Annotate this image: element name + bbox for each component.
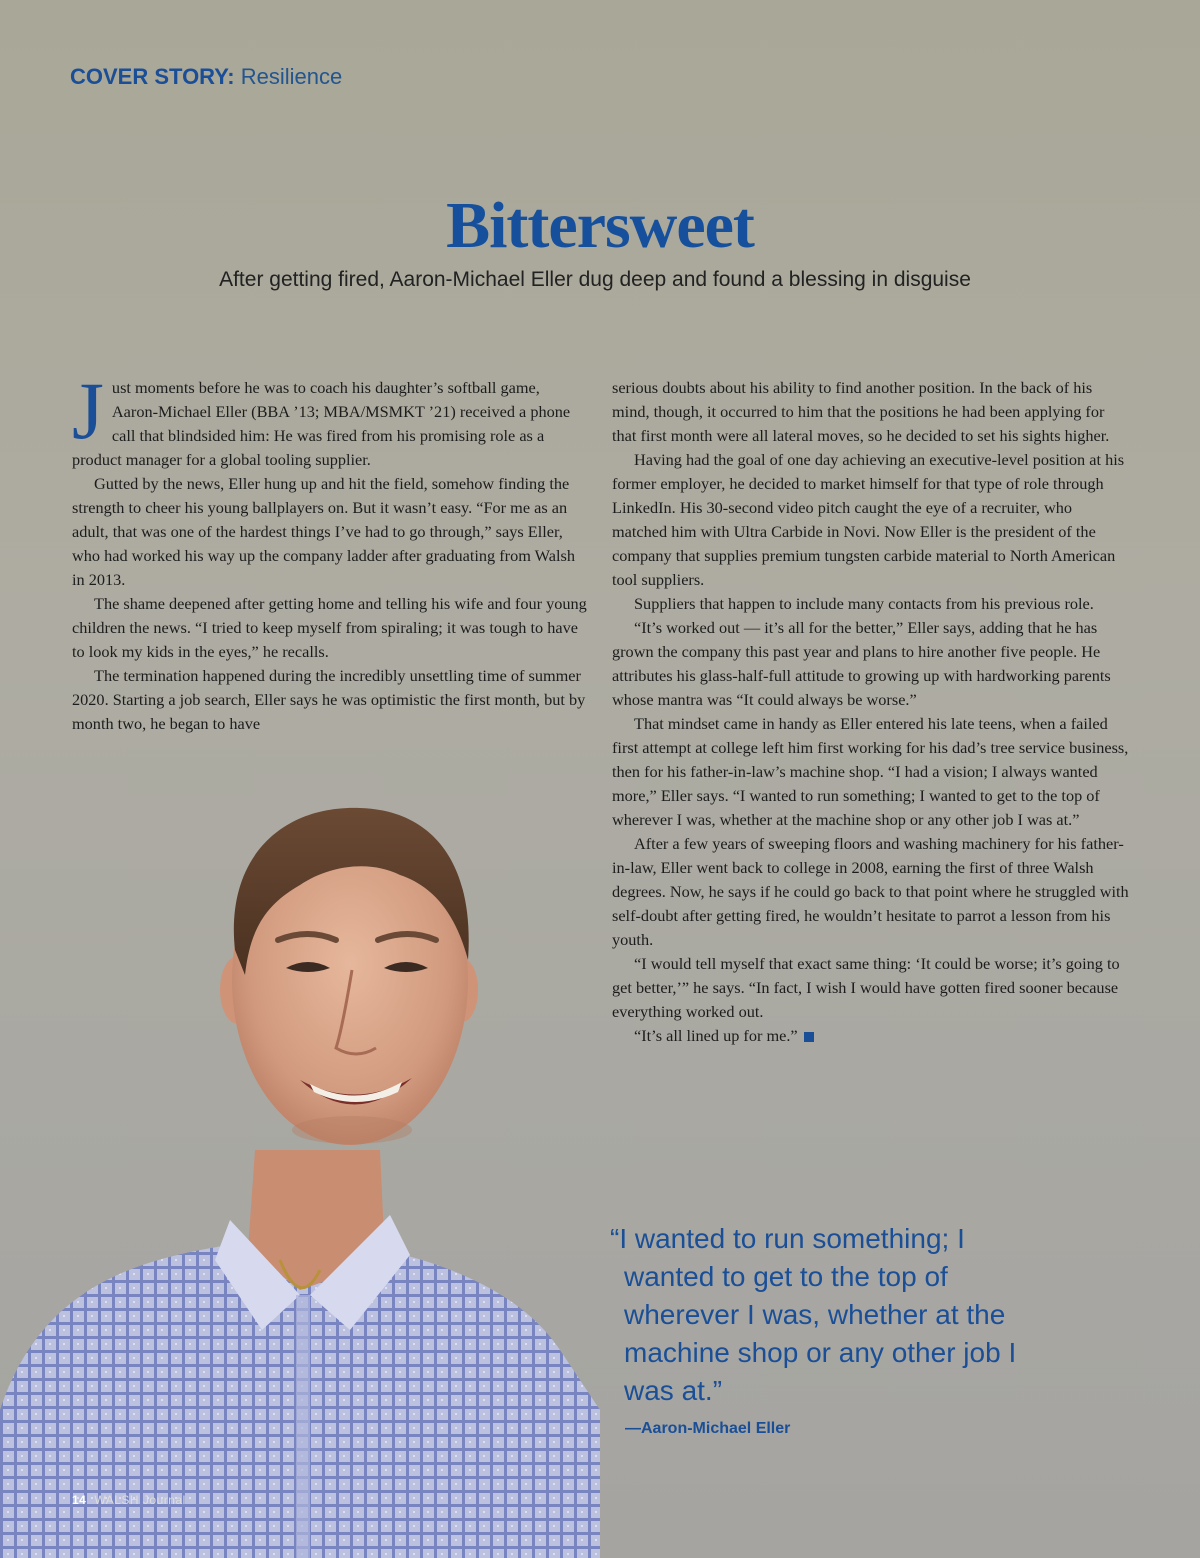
drop-cap: J: [72, 365, 104, 456]
pull-quote-attribution: —Aaron-Michael Eller: [625, 1420, 791, 1437]
article-deck: After getting fired, Aaron-Michael Eller dug deep and found a blessing in disguise: [219, 268, 971, 291]
paragraph: Just moments before he was to coach his daughter’s softball game, Aaron-Michael Eller (BBA ’13; MBA/MSMKT ’21) received a phone call that blindsided him: He was fired from his promising role as a product manager for a global tooling supplier.: [72, 365, 571, 469]
paragraph: Gutted by the news, Eller hung up and hit the field, somehow finding the strength to cheer his young ballplayers on. But it wasn’t easy. “For me as an adult, that was one of the hardest things I’ve had to go through,” says Eller, who had worked his way up the company ladder after graduating from Walsh in 2013.: [72, 474, 575, 589]
article-column-right: [612, 376, 1130, 1048]
paragraph: “It’s worked out — it’s all for the better,” Eller says, adding that he has grown the company this past year and plans to hire another five people. He attributes his glass-half-full attitude to growing up with hardworking parents whose mantra was “It could always be worse.”: [612, 618, 1111, 709]
portrait-photo: [0, 790, 600, 1558]
paragraph: The termination happened during the incredibly unsettling time of summer 2020. Starting a job search, Eller says he was optimistic the first month, but by month two, he began to have: [72, 666, 586, 733]
paragraph: Suppliers that happen to include many contacts from his previous role.: [634, 594, 1094, 613]
article-title: Bittersweet: [446, 189, 754, 262]
paragraph: Having had the goal of one day achieving an executive-level position at his former employer, he decided to market himself for that type of role through LinkedIn. His 30-second video pitch caught the eye of a recruiter, who matched him with Ultra Carbide in Novi. Now Eller is the president of the company that supplies premium tungsten carbide material to North American tool suppliers.: [612, 450, 1125, 589]
section-kicker: [70, 64, 342, 90]
pull-quote: [610, 1220, 1050, 1410]
section-label: COVER STORY:: [70, 64, 235, 89]
paragraph: After a few years of sweeping floors and washing machinery for his father-in-law, Eller went back to college in 2008, earning the first of three Walsh degrees. Now, he says if he could go back to that point where he struggled with self-doubt after getting fired, he wouldn’t hesitate to parrot a lesson from his youth.: [612, 834, 1129, 949]
section-topic: Resilience: [240, 64, 343, 89]
article-column-left: [72, 365, 588, 736]
paragraph: serious doubts about his ability to find another position. In the back of his mind, though, it occurred to him that the positions he had been applying for that first month were all lateral moves, so he decided to set his sights higher.: [612, 378, 1110, 445]
pull-quote-text: “I wanted to run something; I wanted to get to the top of wherever I was, whether at the machine shop or any other job I was at.”: [610, 1223, 1017, 1406]
paragraph: “I would tell myself that exact same thing: ‘It could be worse; it’s going to get better,’” he says. “In fact, I wish I would have gotten fired sooner because everything worked out.: [612, 954, 1120, 1021]
end-mark-icon: [804, 1032, 814, 1042]
paragraph: The shame deepened after getting home and telling his wife and four young children the news. “I tried to keep myself from spiraling; it was tough to have to look my kids in the eyes,” he recalls.: [72, 594, 587, 661]
paragraph: That mindset came in handy as Eller entered his late teens, when a failed first attempt at college left him first working for his dad’s tree service business, then for his father-in-law’s machine shop. “I had a vision; I always wanted more,” Eller says. “I wanted to run something; I wanted to get to the top of wherever I was, whether at the machine shop or any other job I was at.”: [612, 714, 1129, 829]
publication-name: WALSH Journal: [94, 1493, 186, 1507]
paragraph-final: “It’s all lined up for me.”: [612, 1024, 1130, 1048]
page-number: 14: [72, 1493, 87, 1507]
page-footer: [72, 1493, 186, 1507]
